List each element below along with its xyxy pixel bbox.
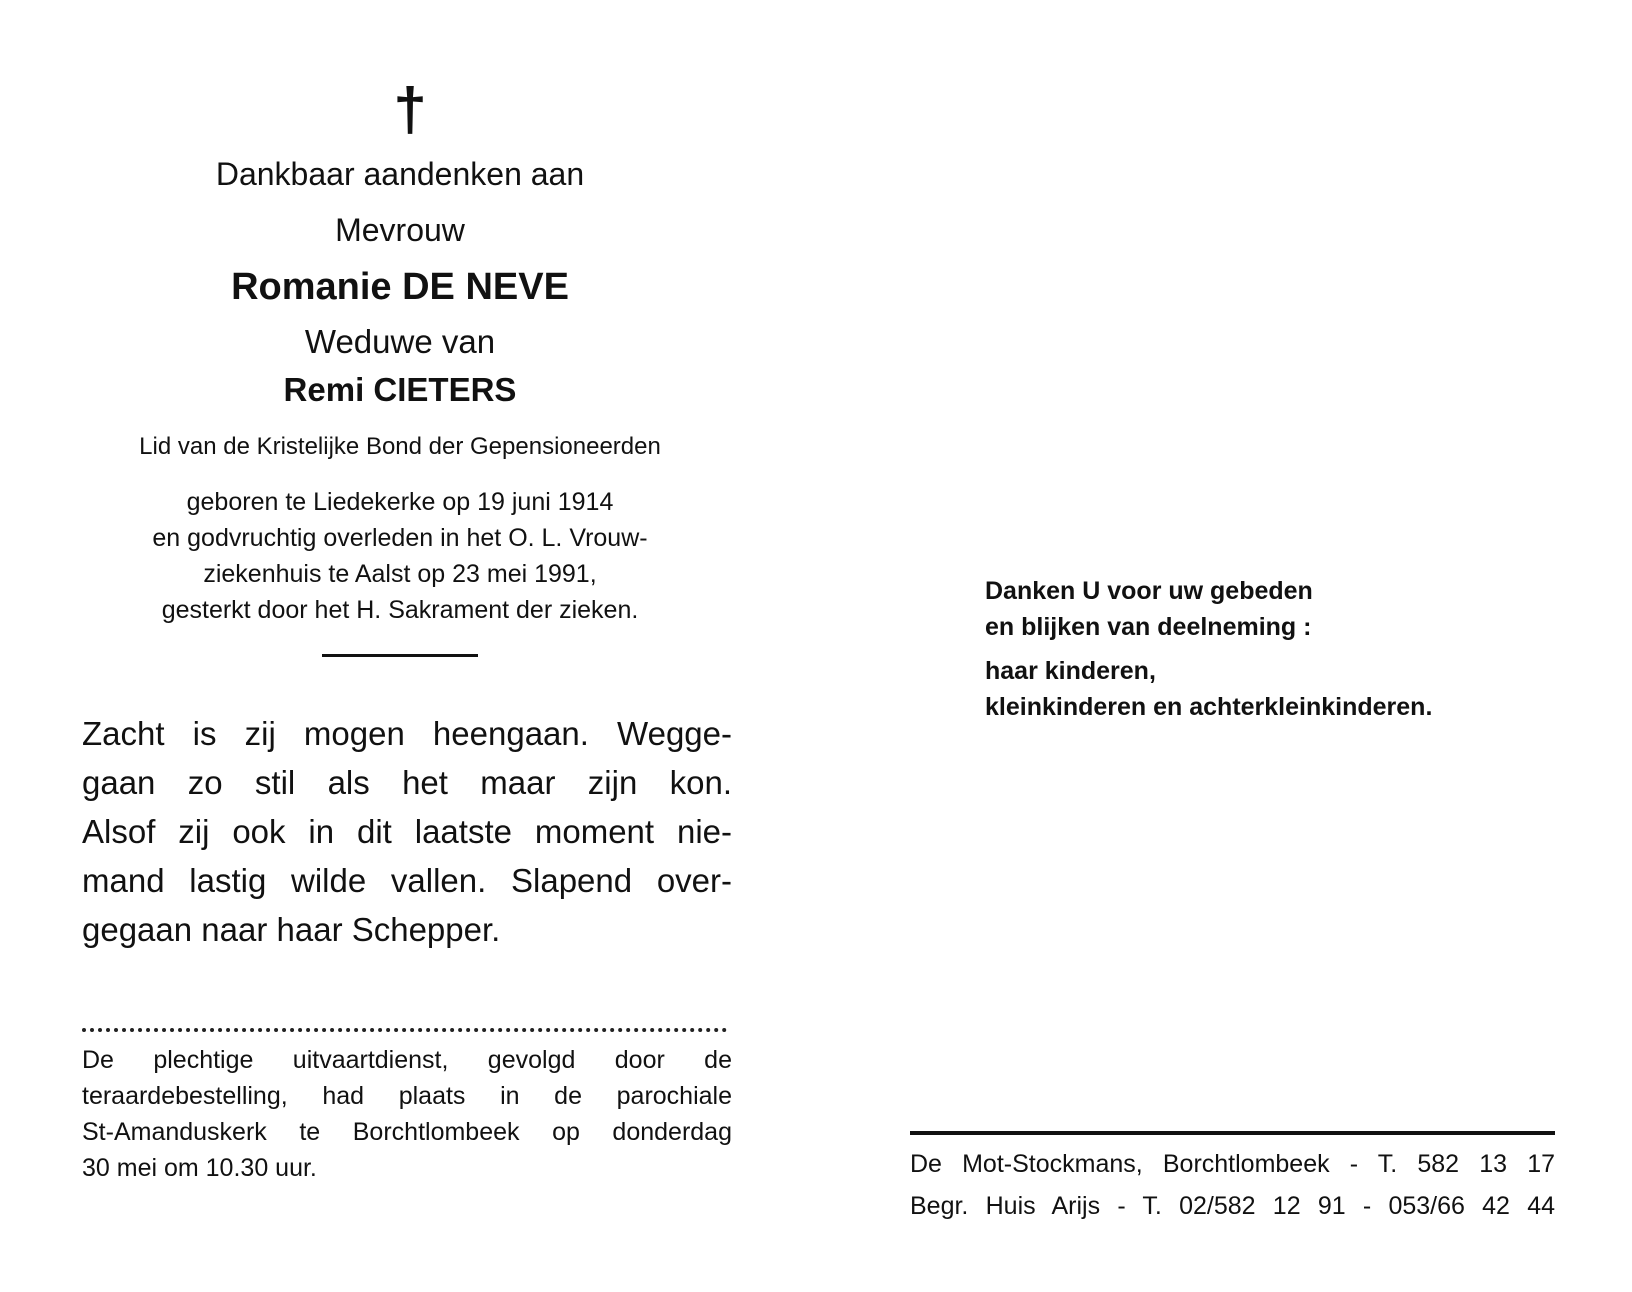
printer-imprint [910, 1143, 1555, 1227]
funeral-notice [82, 1042, 732, 1186]
thanks-line: Danken U voor uw gebeden [985, 577, 1313, 605]
imprint-divider [910, 1131, 1555, 1135]
bio-line: geboren te Liedekerke op 19 juni 1914 [186, 488, 614, 516]
funeral-line: De plechtige uitvaartdienst, gevolgd door de [82, 1046, 732, 1074]
bio-line: gesterkt door het H. Sakrament der zieken. [161, 596, 639, 624]
poem-line: gaan zo stil als het maar zijn kon. [82, 764, 732, 801]
honorific: Mevrouw [335, 212, 465, 248]
bio-line: ziekenhuis te Aalst op 23 mei 1991, [203, 560, 597, 588]
poem-line: Alsof zij ook in dit laatste moment nie- [82, 813, 732, 850]
thanks-block [985, 573, 1505, 725]
card-left-panel [60, 76, 740, 1186]
imprint-line: De Mot-Stockmans, Borchtlombeek - T. 582 13 17 [910, 1150, 1555, 1178]
poem [82, 709, 732, 954]
dotted-divider [82, 1028, 727, 1032]
husband-name: Remi CIETERS [283, 371, 517, 408]
family-line: kleinkinderen en achterkleinkinderen. [985, 693, 1433, 721]
imprint-line: Begr. Huis Arijs - T. 02/582 12 91 - 053/66 42 44 [910, 1192, 1555, 1220]
thanks-line: en blijken van deelneming : [985, 613, 1312, 641]
bio-line: en godvruchtig overleden in het O. L. Vrouw- [152, 524, 648, 552]
family-line: haar kinderen, [985, 657, 1156, 685]
intro-text: Dankbaar aandenken aan [215, 156, 585, 192]
poem-line: Zacht is zij mogen heengaan. Wegge- [82, 715, 732, 752]
membership-line: Lid van de Kristelijke Bond der Gepensioneerden [139, 433, 661, 460]
funeral-line: teraardebestelling, had plaats in de parochiale [82, 1082, 732, 1110]
poem-line: gegaan naar haar Schepper. [82, 911, 501, 948]
cross-icon: † [393, 76, 427, 143]
widow-label: Weduwe van [304, 323, 496, 360]
poem-line: mand lastig wilde vallen. Slapend over- [82, 862, 732, 899]
funeral-line: 30 mei om 10.30 uur. [82, 1154, 317, 1182]
biography [60, 484, 740, 628]
divider [322, 654, 478, 657]
funeral-line: St-Amanduskerk te Borchtlombeek op donderdag [82, 1118, 732, 1146]
deceased-name: Romanie DE NEVE [231, 266, 569, 308]
